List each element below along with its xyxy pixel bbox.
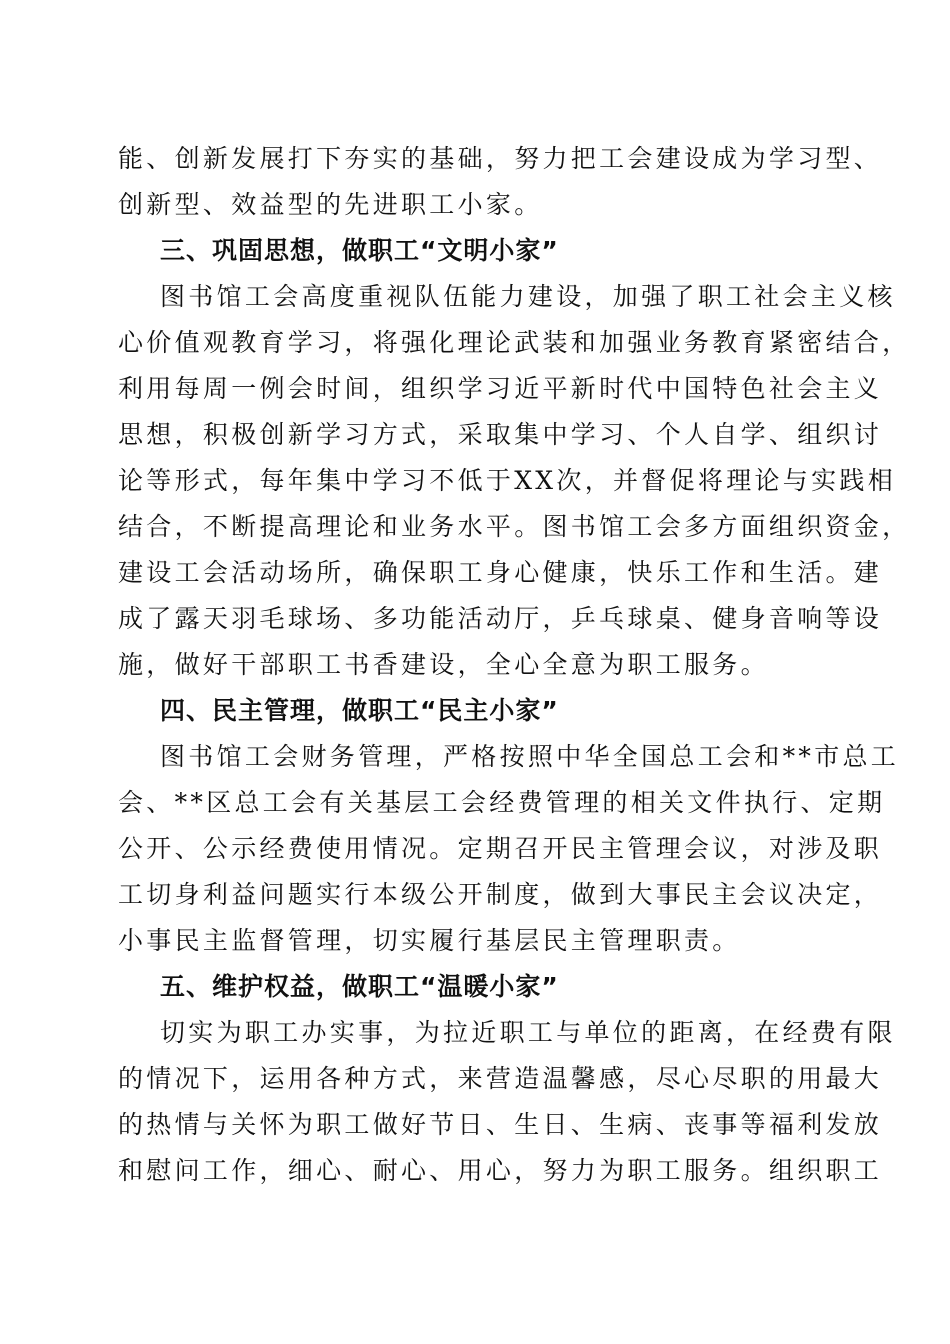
body-text-line: 的情况下，运用各种方式，来营造温馨感，尽心尽职的用最大 <box>118 1064 883 1093</box>
body-text-line: 切实为职工办实事，为拉近职工与单位的距离，在经费有限 <box>160 1018 896 1047</box>
body-text-line: 创新型、效益型的先进职工小家。 <box>118 190 543 219</box>
body-text-line: 的热情与关怀为职工做好节日、生日、生病、丧事等福利发放 <box>118 1110 883 1139</box>
body-text-line: 小事民主监督管理，切实履行基层民主管理职责。 <box>118 926 741 955</box>
section-heading-3: 三、巩固思想，做职工“文明小家” <box>160 236 559 265</box>
body-text-line: 利用每周一例会时间，组织学习近平新时代中国特色社会主义 <box>118 374 883 403</box>
body-text-line: 心价值观教育学习，将强化理论武装和加强业务教育紧密结合， <box>118 328 911 357</box>
body-text-line: 工切身利益问题实行本级公开制度，做到大事民主会议决定， <box>118 880 883 909</box>
body-text-line: 结合，不断提高理论和业务水平。图书馆工会多方面组织资金， <box>118 512 911 541</box>
body-text-line: 会、**区总工会有关基层工会经费管理的相关文件执行、定期 <box>118 788 886 817</box>
body-text-line: 图书馆工会高度重视队伍能力建设，加强了职工社会主义核 <box>160 282 896 311</box>
body-text-line: 论等形式，每年集中学习不低于XX次，并督促将理论与实践相 <box>118 466 896 495</box>
body-text-line: 施，做好干部职工书香建设，全心全意为职工服务。 <box>118 650 769 679</box>
section-heading-5: 五、维护权益，做职工“温暖小家” <box>160 972 559 1001</box>
body-text-line: 公开、公示经费使用情况。定期召开民主管理会议，对涉及职 <box>118 834 883 863</box>
section-heading-4: 四、民主管理，做职工“民主小家” <box>160 696 559 725</box>
body-text-line: 成了露天羽毛球场、多功能活动厅，乒乓球桌、健身音响等设 <box>118 604 883 633</box>
body-text-line: 和慰问工作，细心、耐心、用心，努力为职工服务。组织职工 <box>118 1156 883 1185</box>
body-text-line: 图书馆工会财务管理，严格按照中华全国总工会和**市总工 <box>160 742 900 771</box>
body-text-line: 思想，积极创新学习方式，采取集中学习、个人自学、组织讨 <box>118 420 883 449</box>
body-text-line: 建设工会活动场所，确保职工身心健康，快乐工作和生活。建 <box>118 558 883 587</box>
body-text-line: 能、创新发展打下夯实的基础，努力把工会建设成为学习型、 <box>118 144 883 173</box>
